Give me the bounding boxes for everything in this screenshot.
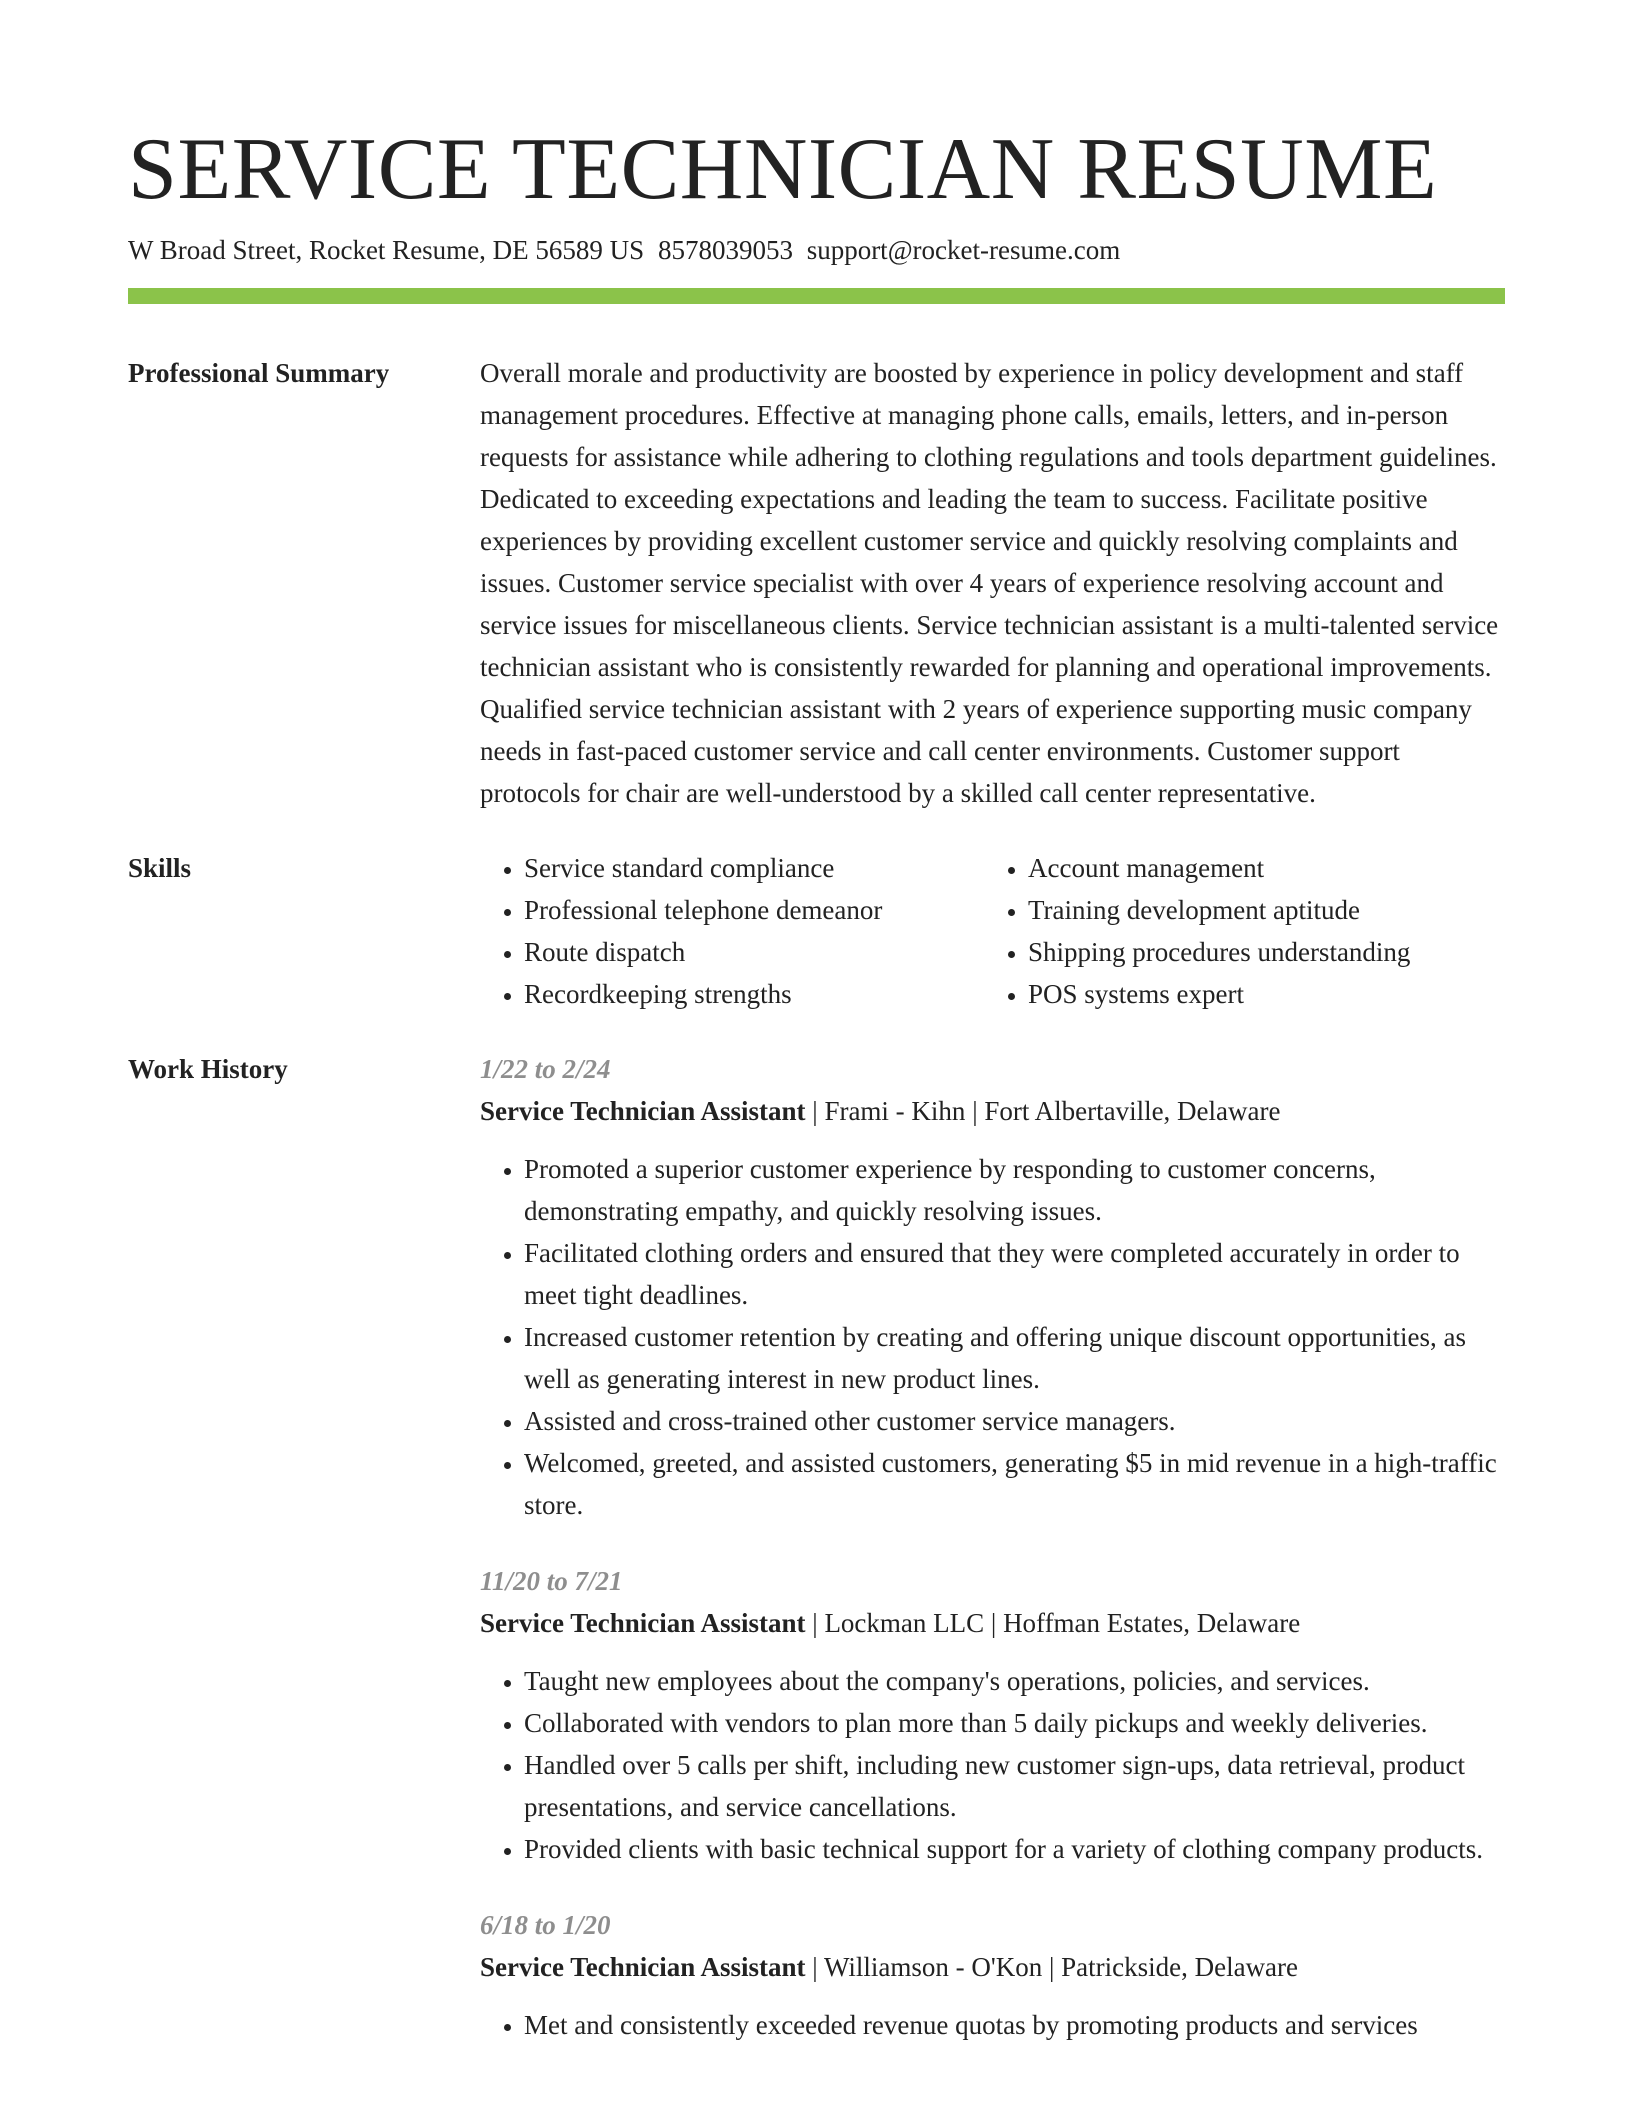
job-entry: [480, 1560, 1505, 1870]
summary-section: [128, 352, 1505, 814]
job-title: Service Technician Assistant: [480, 1096, 806, 1126]
job-heading: [480, 1946, 1505, 1988]
separator: |: [972, 1096, 985, 1126]
job-company: Lockman LLC: [824, 1608, 985, 1638]
job-bullet: • Taught new employees about the company's operations, policies, and services.: [524, 1660, 1505, 1702]
job-entry: [480, 1048, 1505, 1526]
skills-grid: [480, 847, 1505, 1015]
job-bullet: • Facilitated clothing orders and ensured that they were completed accurately in order to meet tight deadlines.: [524, 1232, 1505, 1316]
job-bullet: • Assisted and cross-trained other customer service managers.: [524, 1400, 1505, 1442]
skill-item: • Training development aptitude: [1028, 889, 1488, 931]
accent-divider: [128, 288, 1505, 304]
job-bullets: [480, 2004, 1505, 2046]
job-bullet: • Welcomed, greeted, and assisted customers, generating $5 in mid revenue in a high-traffic store.: [524, 1442, 1505, 1526]
skill-item: • POS systems expert: [1028, 973, 1488, 1015]
job-heading: [480, 1090, 1505, 1132]
separator: |: [812, 1096, 825, 1126]
separator: |: [812, 1608, 825, 1638]
separator: |: [990, 1608, 1004, 1638]
job-heading: [480, 1602, 1505, 1644]
skill-item: • Service standard compliance: [524, 847, 984, 889]
job-bullet: • Met and consistently exceeded revenue quotas by promoting products and services: [524, 2004, 1505, 2046]
skills-section: [128, 847, 1505, 1015]
job-bullet: • Collaborated with vendors to plan more than 5 daily pickups and weekly deliveries.: [524, 1702, 1505, 1744]
skills-column-left: [480, 847, 984, 1015]
work-history-body: [480, 1048, 1505, 2080]
job-location: Hoffman Estates, Delaware: [1003, 1608, 1301, 1638]
resume-page: [128, 118, 1505, 2080]
job-bullet: • Promoted a superior customer experience by responding to customer concerns, demonstrating empathy, and quickly resolving issues.: [524, 1148, 1505, 1232]
job-dates: 6/18 to 1/20: [480, 1910, 611, 1940]
job-bullet: • Increased customer retention by creating and offering unique discount opportunities, as well as generating interest in new product lines.: [524, 1316, 1505, 1400]
job-company: Frami - Kihn: [824, 1096, 966, 1126]
job-dates: 1/22 to 2/24: [480, 1054, 611, 1084]
section-label-summary: Professional Summary: [128, 358, 390, 388]
summary-text: Overall morale and productivity are boosted by experience in policy development and staff management procedures. Effective at managing phone calls, emails, letters, and in-person requests for assistance while adhering to clothing regulations and tools department guidelines. Dedicated to exceeding expectations and leading the team to success. Facilitate positive experiences by providing excellent customer service and quickly resolving complaints and issues. Customer service specialist with over 4 years of experience resolving account and service issues for miscellaneous clients. Service technician assistant is a multi-talented service technician assistant who is consistently rewarded for planning and operational improvements. Qualified service technician assistant with 2 years of experience supporting music company needs in fast-paced customer service and call center environments. Customer support protocols for chair are well-understood by a skilled call center representative.: [480, 358, 1499, 808]
skill-item: • Professional telephone demeanor: [524, 889, 984, 931]
job-location: Fort Albertaville, Delaware: [984, 1096, 1281, 1126]
contact-line: [128, 232, 1505, 268]
contact-phone: 8578039053: [657, 235, 793, 265]
job-bullets: [480, 1660, 1505, 1870]
separator: |: [812, 1952, 824, 1982]
skills-body: [480, 847, 1505, 1015]
job-location: Patrickside, Delaware: [1061, 1952, 1299, 1982]
skills-column-right: [984, 847, 1488, 1015]
resume-title: SERVICE TECHNICIAN RESUME: [128, 121, 1438, 218]
job-bullet: • Handled over 5 calls per shift, including new customer sign-ups, data retrieval, product presentations, and service cancellations.: [524, 1744, 1505, 1828]
job-bullets: [480, 1148, 1505, 1526]
job-entry: [480, 1904, 1505, 2046]
job-bullet: • Provided clients with basic technical support for a variety of clothing company products.: [524, 1828, 1505, 1870]
work-history-section: [128, 1048, 1505, 2080]
skill-item: • Route dispatch: [524, 931, 984, 973]
skill-item: • Recordkeeping strengths: [524, 973, 984, 1015]
section-label-work-history: Work History: [128, 1054, 288, 1084]
skill-item: • Shipping procedures understanding: [1028, 931, 1488, 973]
job-title: Service Technician Assistant: [480, 1608, 806, 1638]
contact-address: W Broad Street, Rocket Resume, DE 56589 US: [128, 235, 645, 265]
job-dates: 11/20 to 7/21: [480, 1566, 623, 1596]
separator: |: [1048, 1952, 1062, 1982]
contact-email: support@rocket-resume.com: [806, 235, 1121, 265]
section-label-skills: Skills: [128, 853, 192, 883]
job-title: Service Technician Assistant: [480, 1952, 806, 1982]
job-company: Williamson - O'Kon: [823, 1952, 1043, 1982]
skill-item: • Account management: [1028, 847, 1488, 889]
